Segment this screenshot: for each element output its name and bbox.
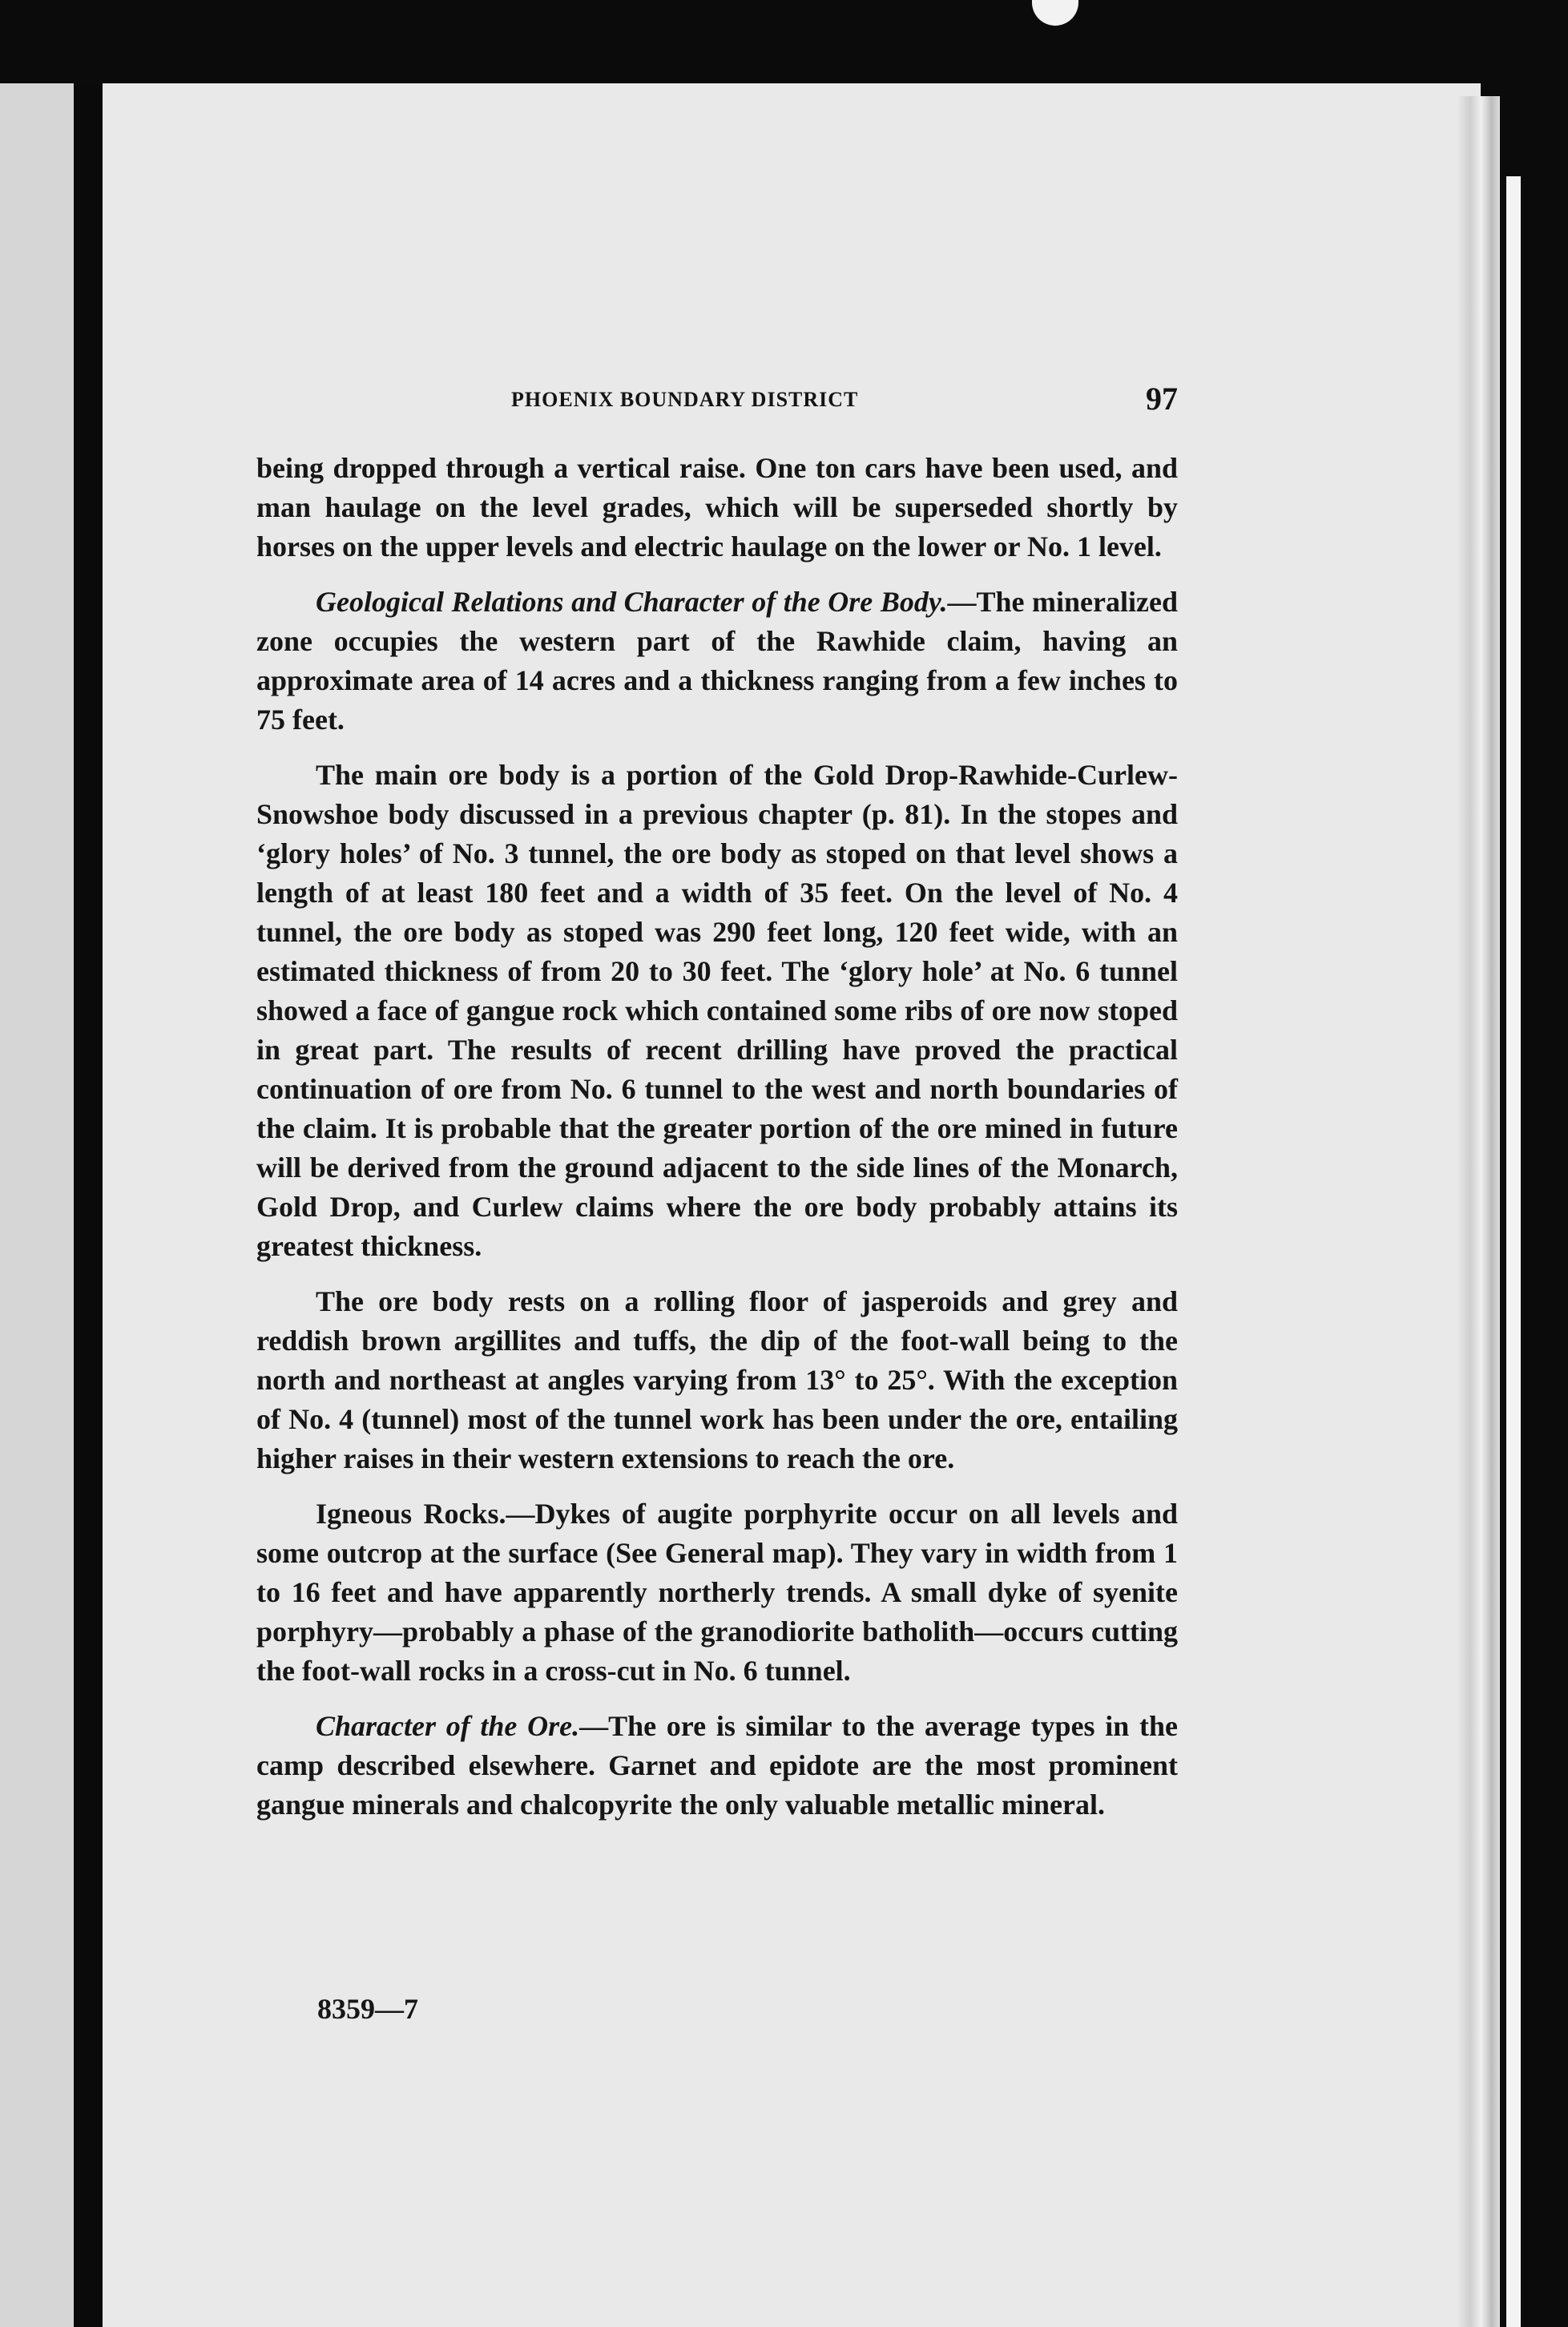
facing-page-edge bbox=[0, 83, 74, 2327]
paragraph-text: —Dykes of augite porphyrite occur on all levels and some outcrop at the surface (See General map). They vary in width from 1 to 16 feet and have apparently northerly trends. A small dyke of syenite porphyry—probably a phase of the granodiorite batholith—occurs cutting the foot-wall rocks in a cross-cut in No. 6 tunnel. bbox=[256, 1498, 1178, 1687]
page-stack-edge bbox=[1458, 96, 1500, 2327]
paragraph-text: The main ore body is a portion of the Gold Drop-Rawhide-Curlew-Snowshoe body discussed in a previous chapter (p. 81). In the stopes and ‘glory holes’ of No. 3 tunnel, the ore body as stoped on that level shows a length of at least 180 feet and a width of 35 feet. On the level of No. 4 tunnel, the ore body as stoped was 290 feet long, 120 feet wide, with an estimated thickness of from 20 to 30 feet. The ‘glory hole’ at No. 6 tunnel showed a face of gangue rock which contained some ribs of ore now stoped in great part. The results of recent drilling have proved the practical continuation of ore from No. 6 tunnel to the west and north boundaries of the claim. It is probable that the greater portion of the ore mined in future will be derived from the ground adjacent to the side lines of the Monarch, Gold Drop, and Curlew claims where the ore body probably attains its greatest thickness. bbox=[256, 759, 1178, 1262]
paragraph-text: being dropped through a vertical raise. One ton cars have been used, and man haulage on the level grades, which will be superseded shortly by horses on the upper levels and electric haulage on the lower or No. 1 level. bbox=[256, 452, 1178, 563]
scan-artifact bbox=[1032, 0, 1078, 26]
paragraph-ore-floor bbox=[256, 1282, 1178, 1478]
body-text bbox=[256, 449, 1178, 1841]
running-head-title: PHOENIX BOUNDARY DISTRICT bbox=[511, 388, 859, 411]
paragraph-main-ore-body bbox=[256, 756, 1178, 1266]
book-gutter bbox=[74, 83, 103, 2327]
running-head bbox=[256, 380, 1178, 428]
section-heading: Igneous Rocks. bbox=[316, 1498, 506, 1530]
printer-signature: 8359—7 bbox=[317, 1993, 418, 2025]
paragraph-text: The ore body rests on a rolling floor of jasperoids and grey and reddish brown argillites and tuffs, the dip of the foot-wall being to the north and northeast at angles varying from 13° to 25°. With the exception of No. 4 (tunnel) most of the tunnel work has been under the ore, entailing higher raises in their western extensions to reach the ore. bbox=[256, 1285, 1178, 1474]
section-heading: Geological Relations and Character of the Ore Body. bbox=[316, 586, 948, 618]
scan-strip-right bbox=[1506, 176, 1521, 2327]
paragraph-haulage bbox=[256, 449, 1178, 567]
paragraph-character-of-ore bbox=[256, 1707, 1178, 1825]
section-heading: Character of the Ore. bbox=[316, 1710, 580, 1742]
paragraph-geological-relations bbox=[256, 583, 1178, 740]
paragraph-text: —The ore is similar to the average types in the camp described elsewhere. Garnet and epidote are the most prominent gangue minerals and chalcopyrite the only valuable metallic mineral. bbox=[256, 1710, 1178, 1821]
page-number: 97 bbox=[1146, 381, 1178, 417]
paragraph-igneous-rocks bbox=[256, 1494, 1178, 1691]
paragraph-text: —The mineralized zone occupies the western part of the Rawhide claim, having an approximate area of 14 acres and a thickness ranging from a few inches to 75 feet. bbox=[256, 586, 1178, 736]
